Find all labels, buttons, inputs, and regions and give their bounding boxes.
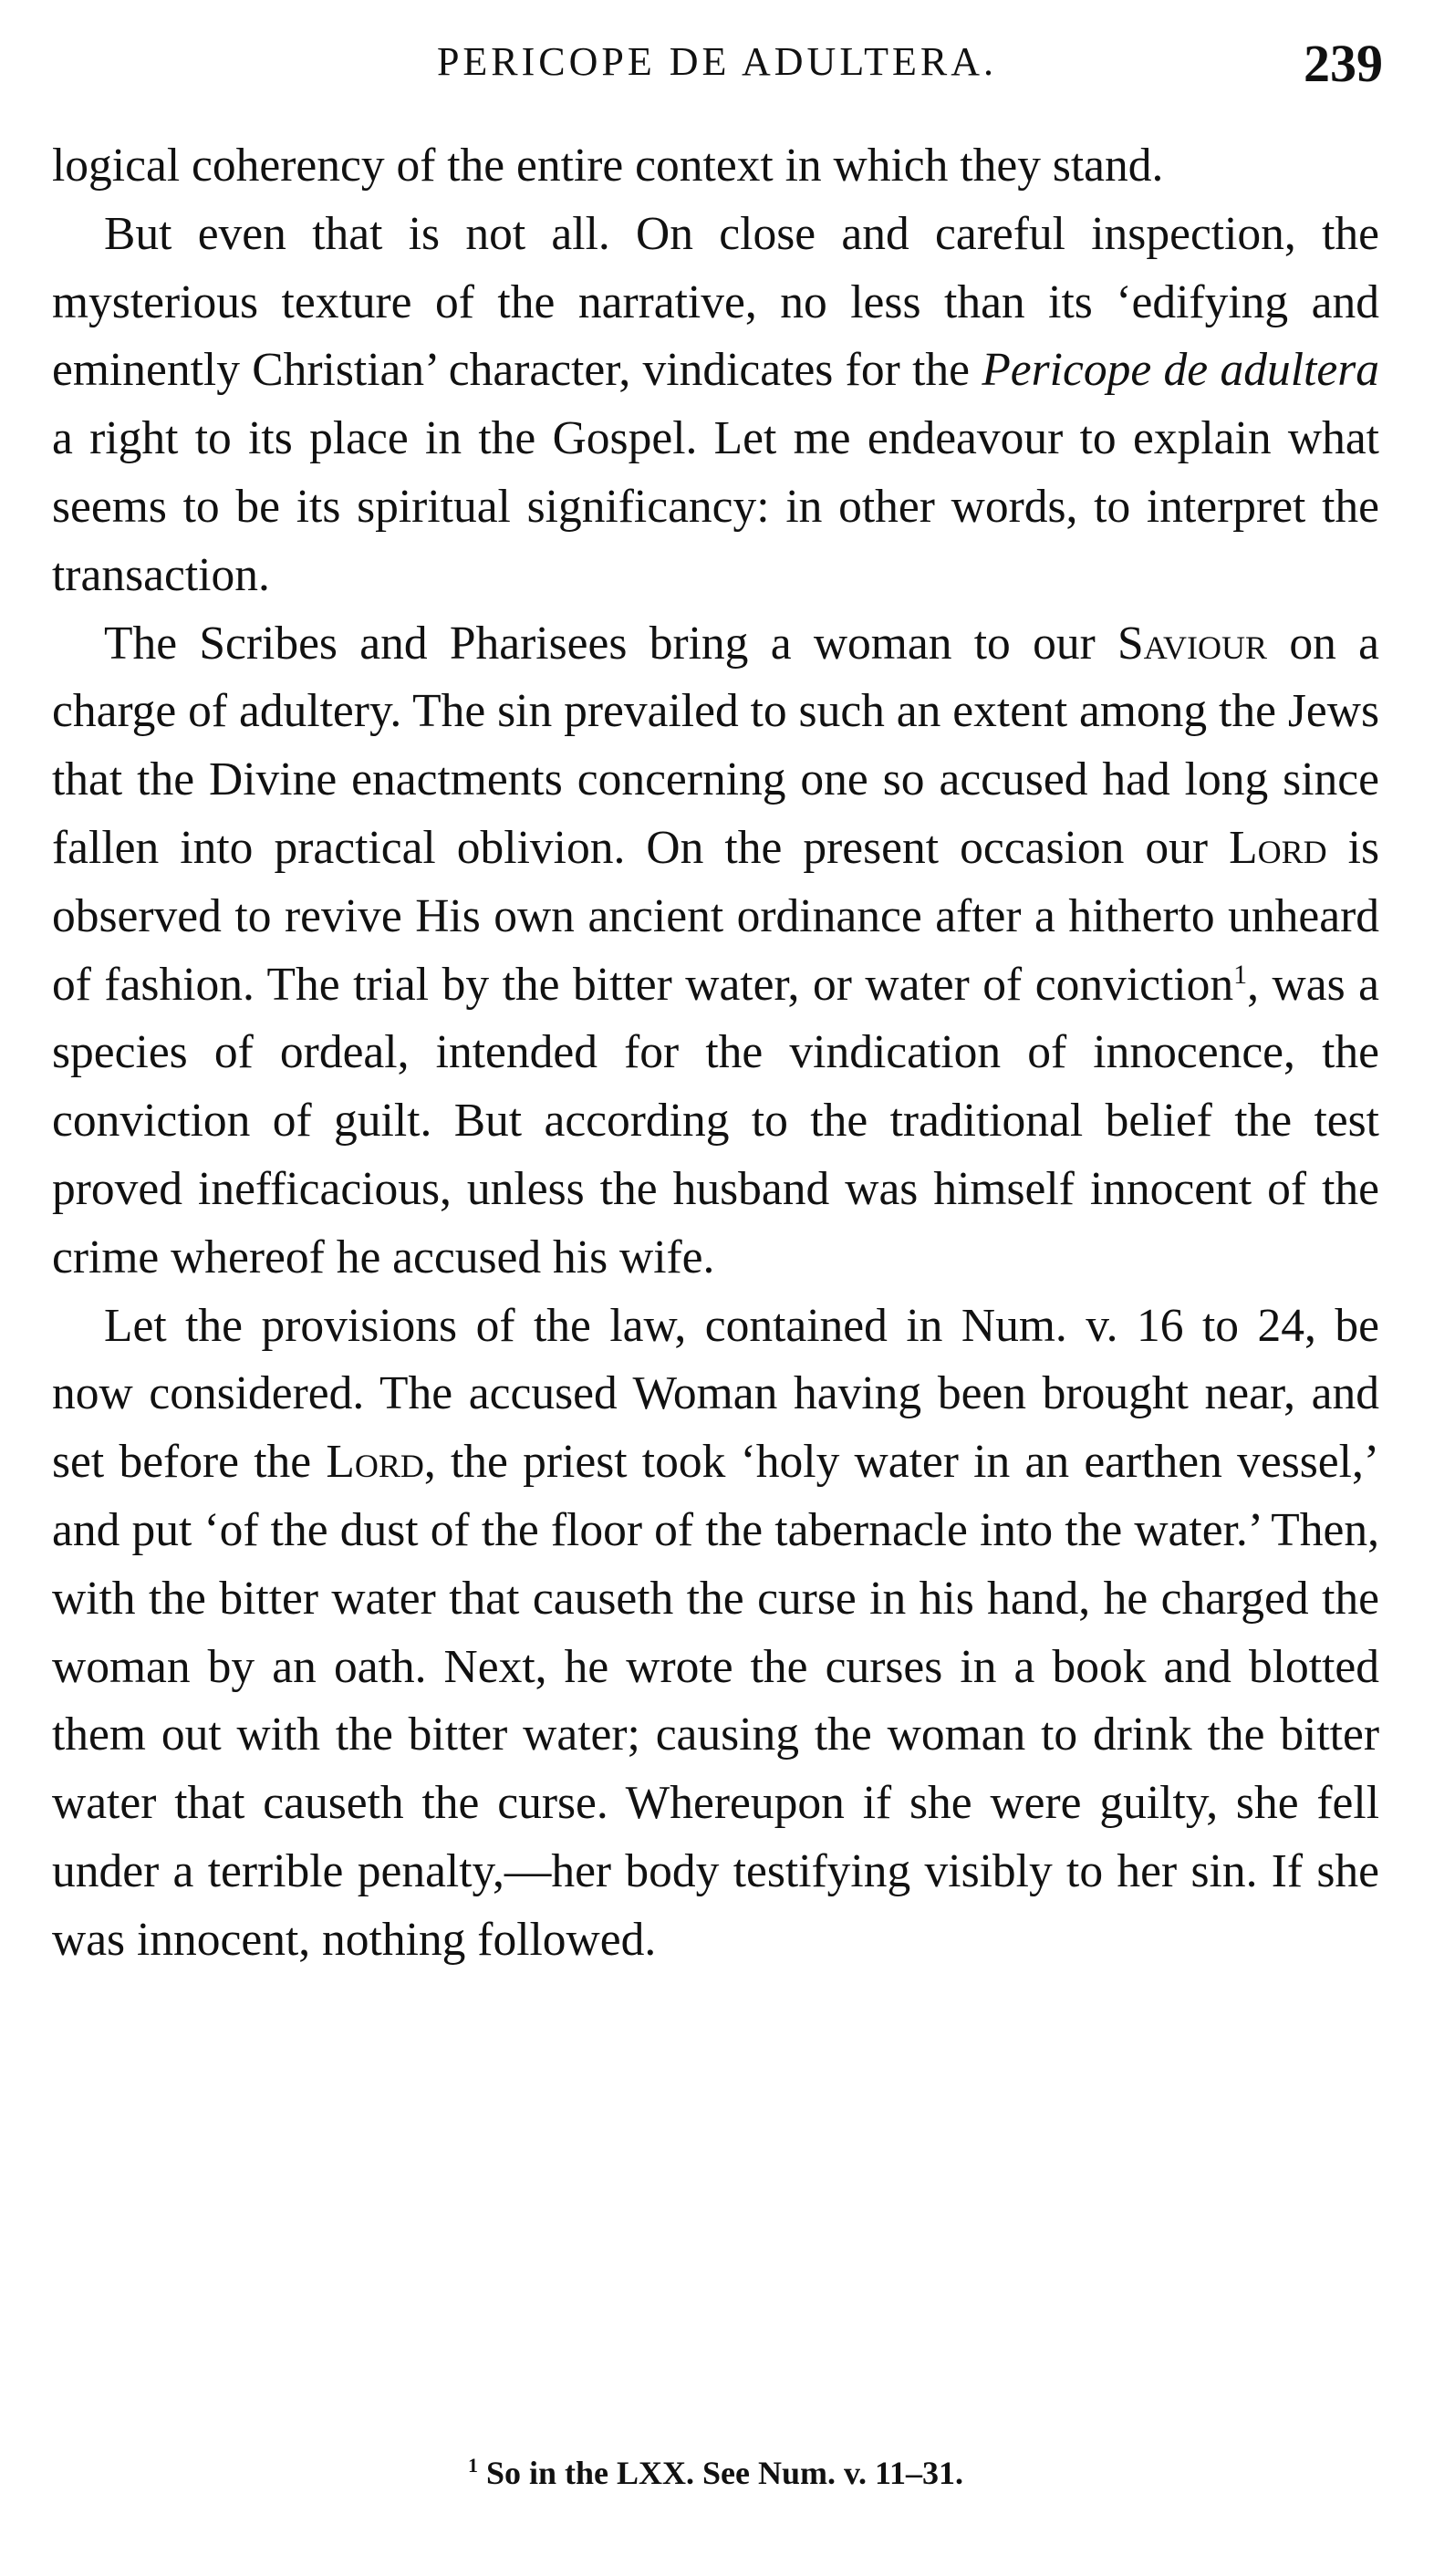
paragraph-text: , the priest took ‘holy water in an earthen vessel,’ and put ‘of the dust of the floor of the tabernacle into the water.’ Then, with the bitter water that causeth the curse in his hand, he charged the woman by an oath. Next, he wrote the curses in a book and blotted them out with the bitter water; causing the woman to drink the bitter water that causeth the curse. Whereupon if she were guilty, she fell under a terrible penalty,—her body testifying visibly to her sin. If she was innocent, nothing followed. — [52, 1436, 1379, 1966]
footnote-marker: 1 — [467, 2454, 478, 2477]
smallcaps-lord: Lord — [1229, 821, 1327, 874]
italic-title: Pericope de adultera — [982, 344, 1379, 397]
paragraph — [52, 610, 1379, 1293]
page-number: 239 — [1304, 34, 1383, 93]
footnote-text: So in the LXX. See Num. v. 11–31. — [477, 2455, 964, 2491]
body-text — [52, 132, 1379, 1975]
running-head — [51, 33, 1383, 97]
paragraph-text: The Scribes and Pharisees bring a woman to our — [104, 617, 1118, 670]
paragraph-continued — [52, 132, 1379, 201]
paragraph — [52, 201, 1379, 610]
running-title: PERICOPE DE ADULTERA. — [436, 39, 998, 84]
paragraph-text: is observed to revive His own ancient ordinance after a hitherto unheard of fashion. The trial by the bitter water, or water of conviction — [52, 821, 1379, 1011]
paragraph-text: a right to its place in the Gospel. Let me endeavour to explain what seems to be its spiritual significancy: in other words, to interpret the transaction. — [52, 412, 1379, 601]
paragraph-text: on a charge of adultery. The sin prevailed to such an extent among the Jews that the Divine enactments concerning one so accused had long since fallen into practical oblivion. On the present occasion our — [52, 617, 1379, 874]
paragraph-text: But even that is not all. On close and careful inspection, the mysterious texture of the narrative, no less than its ‘edifying and eminently Christian’ character, vindicates for the — [52, 207, 1379, 397]
footnote — [52, 2454, 1379, 2492]
paragraph-text: , was a species of ordeal, intended for the vindication of innocence, the conviction of guilt. But according to the traditional belief the test proved inefficacious, unless the husband was himself innocent of the crime whereof he accused his wife. — [52, 958, 1379, 1283]
paragraph-text: logical coherency of the entire context in which they stand. — [52, 140, 1164, 192]
smallcaps-saviour: Saviour — [1117, 617, 1268, 670]
smallcaps-lord: Lord — [326, 1436, 424, 1489]
paragraph-text: Let the provisions of the law, contained in Num. v. 16 to 24, be now considered. The accused Woman having been brought near, and set before the — [52, 1299, 1379, 1489]
footnote-reference: 1 — [1233, 959, 1248, 990]
paragraph — [52, 1293, 1379, 1975]
